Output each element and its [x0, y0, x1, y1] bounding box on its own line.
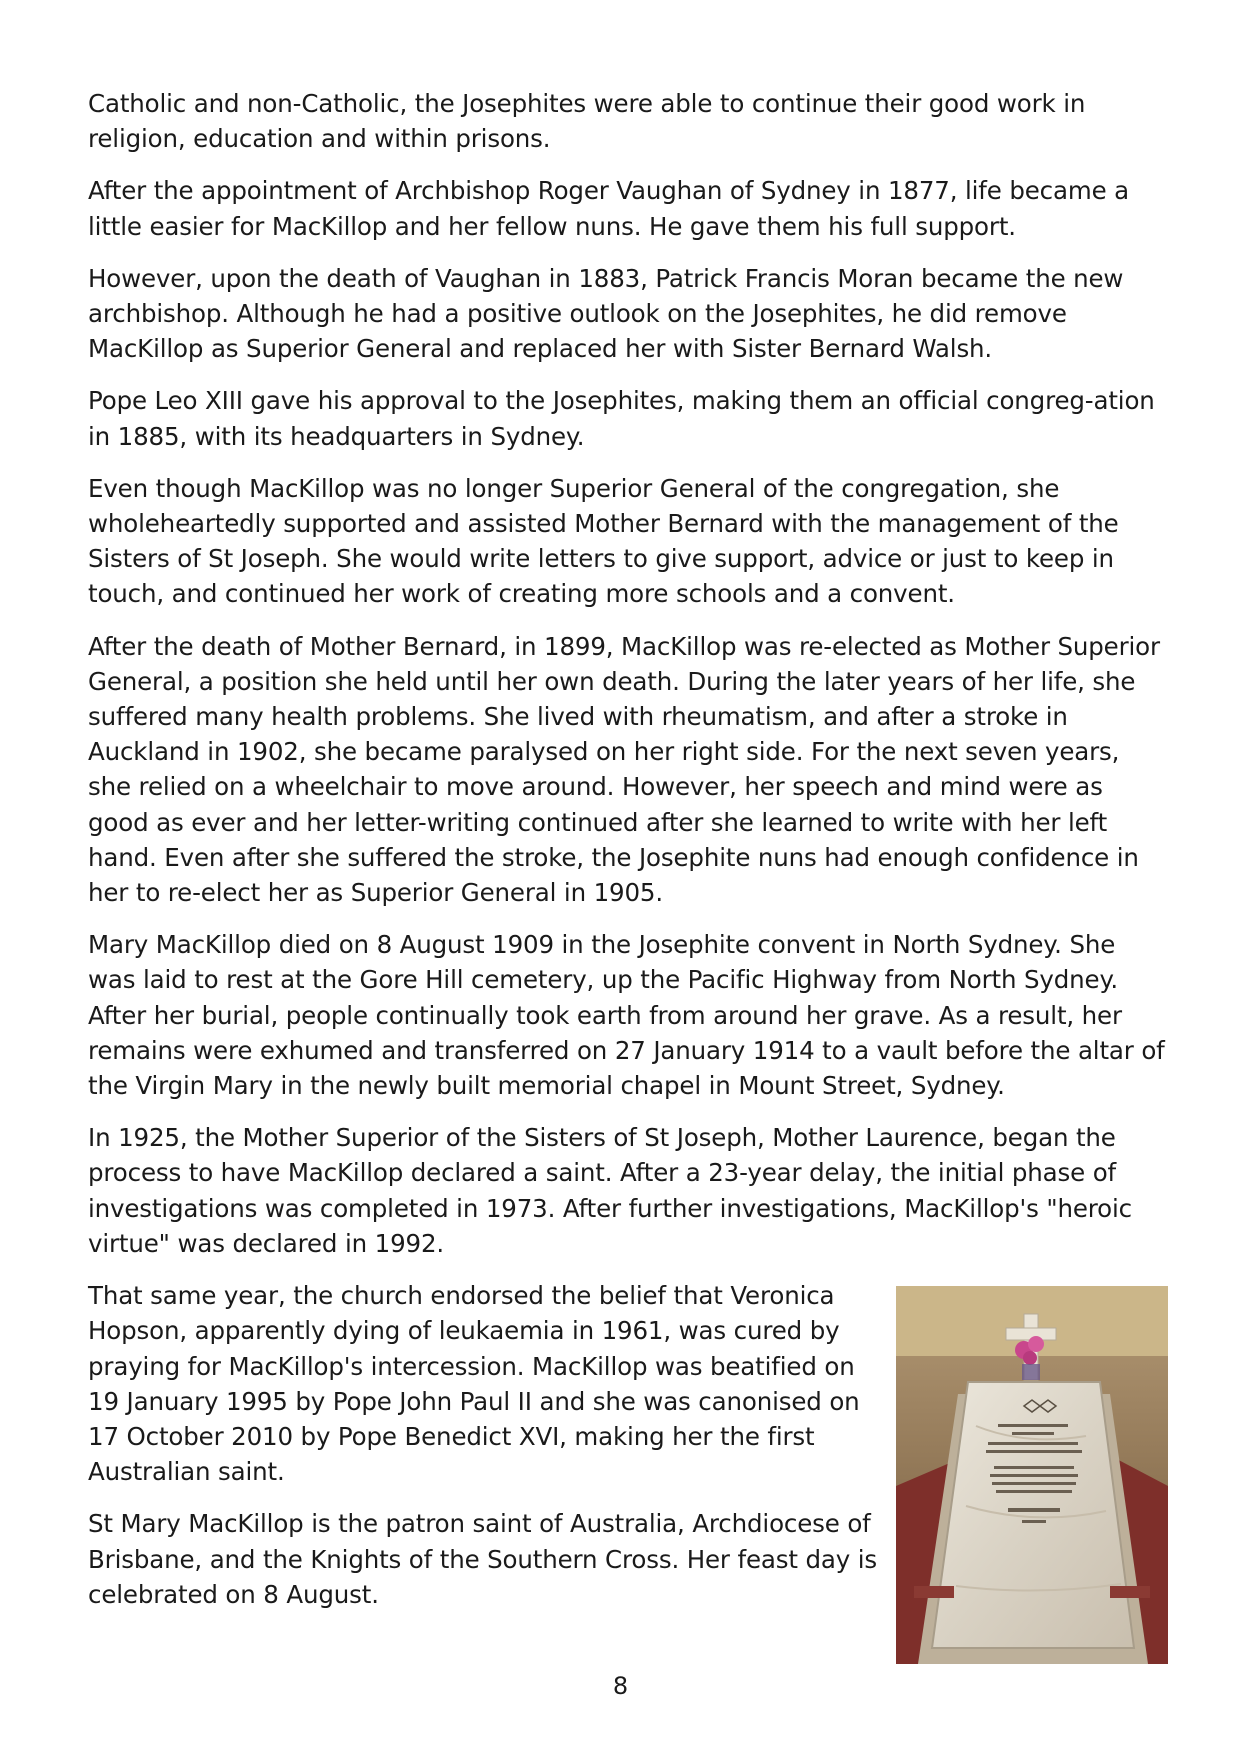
paragraph-8: In 1925, the Mother Superior of the Sisters of St Joseph, Mother Laurence, began the process to have MacKillop declared a saint. After a 23-year delay, the initial phase of investigations was completed in 1973. After further investigations, MacKillop's "heroic virtue" was declared in 1992.: [88, 1123, 1132, 1258]
tomb-photo-image: [896, 1286, 1168, 1664]
paragraph-3: However, upon the death of Vaughan in 1883, Patrick Francis Moran became the new archbishop. Although he had a positive outlook on the Josephites, he did remove MacKillop as Superior General and replaced her with Sister Bernard Walsh.: [88, 263, 1124, 364]
paragraph-4: Pope Leo XIII gave his approval to the Josephites, making them an official congreg-ation in 1885, with its headquarters in Sydney.: [88, 386, 1155, 451]
paragraph-1: Catholic and non-Catholic, the Josephites were able to continue their good work in religion, education and within prisons.: [88, 89, 1086, 154]
page-number: 8: [612, 1672, 629, 1700]
body-text: [88, 86, 1168, 1664]
paragraph-9: That same year, the church endorsed the belief that Veronica Hopson, apparently dying of leukaemia in 1961, was cured by praying for MacKillop's intercession. MacKillop was beatified on 19 January 1995 by Pope John Paul II and she was canonised on 17 October 2010 by Pope Benedict XVI, making her the first Australian saint.: [88, 1281, 860, 1487]
paragraph-2: After the appointment of Archbishop Roger Vaughan of Sydney in 1877, life became a little easier for MacKillop and her fellow nuns. He gave them his full support.: [88, 176, 1129, 241]
paragraph-7: Mary MacKillop died on 8 August 1909 in the Josephite convent in North Sydney. She was laid to rest at the Gore Hill cemetery, up the Pacific Highway from North Sydney. After her burial, people continually took earth from around her grave. As a result, her remains were exhumed and transferred on 27 January 1914 to a vault before the altar of the Virgin Mary in the newly built memorial chapel in Mount Street, Sydney.: [88, 930, 1165, 1101]
paragraph-10: St Mary MacKillop is the patron saint of Australia, Archdiocese of Brisbane, and the Knights of the Southern Cross. Her feast day is celebrated on 8 August.: [88, 1509, 877, 1609]
paragraph-6: After the death of Mother Bernard, in 1899, MacKillop was re-elected as Mother Superior General, a position she held until her own death. During the later years of her life, she suffered many health problems. She lived with rheumatism, and after a stroke in Auckland in 1902, she became paralysed on her right side. For the next seven years, she relied on a wheelchair to move around. However, her speech and mind were as good as ever and her letter-writing continued after she learned to write with her left hand. Even after she suffered the stroke, the Josephite nuns had enough confidence in her to re-elect her as Superior General in 1905.: [88, 631, 1160, 908]
tomb-photo: [896, 1286, 1168, 1664]
paragraph-5: Even though MacKillop was no longer Superior General of the congregation, she wholeheartedly supported and assisted Mother Bernard with the management of the Sisters of St Joseph. She would write letters to give support, advice or just to keep in touch, and continued her work of creating more schools and a convent.: [88, 473, 1119, 609]
